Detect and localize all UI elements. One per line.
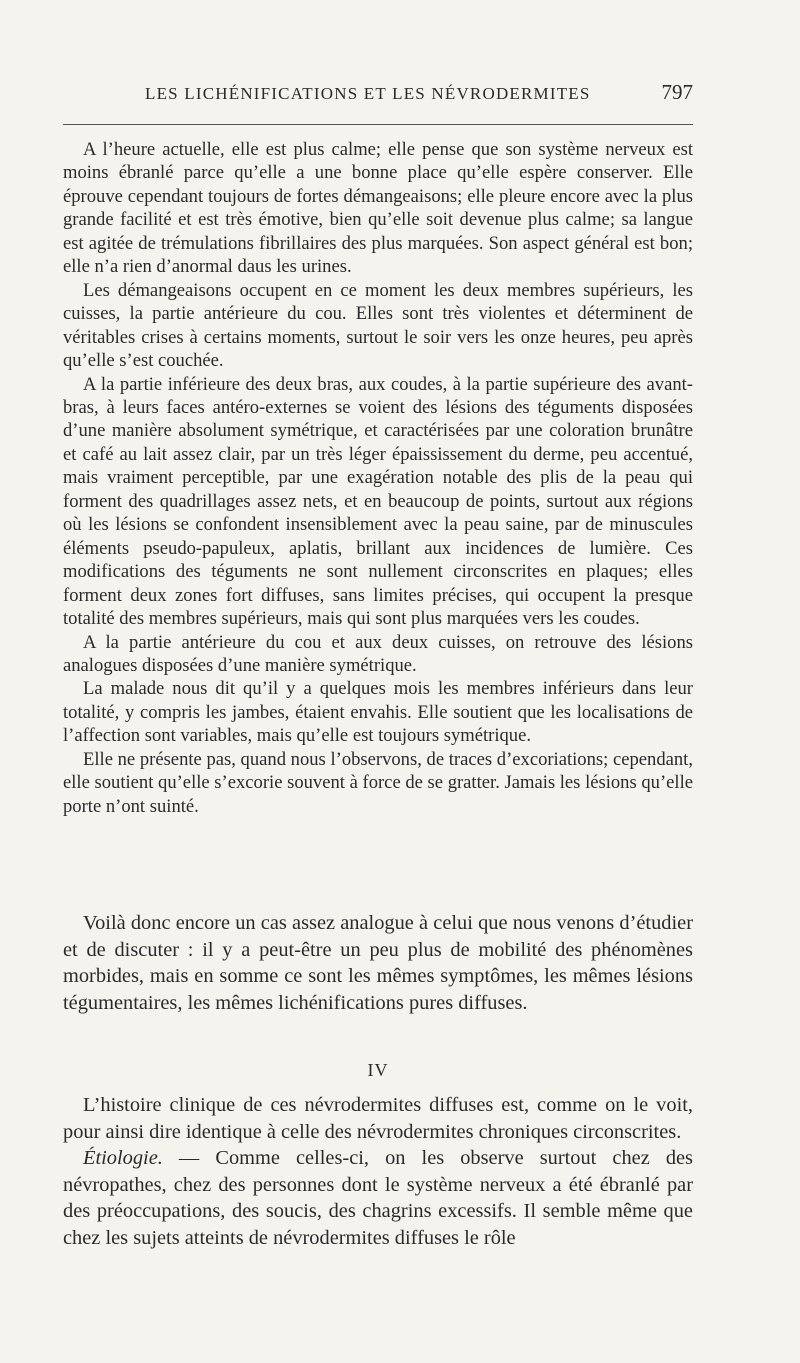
etiology-paragraph: [63, 1145, 693, 1251]
paragraph: Les démangeaisons occupent en ce moment les deux membres supérieurs, les cuisses, la partie antérieure du cou. Elles sont très violentes et déterminent de véritables crises à certains moments, surtout le soir vers les onze heures, peu après qu’elle s’est couchée.: [63, 279, 693, 372]
paragraph: A la partie antérieure du cou et aux deux cuisses, on retrouve des lésions analogues disposées d’une manière symétrique.: [63, 631, 693, 676]
page-header: [63, 78, 693, 108]
page-number: 797: [661, 80, 693, 104]
etiology-text: — Comme celles-ci, on les observe surtout chez des névropathes, chez des personnes dont le système nerveux a été ébranlé par des préoccupations, des soucis, des chagrins excessifs. Il semble même que chez les sujets atteints de névrodermites diffuses le rôle: [63, 1147, 693, 1249]
running-title: LES LICHÉNIFICATIONS ET LES NÉVRODERMITES: [145, 84, 591, 103]
section-numeral: IV: [367, 1060, 389, 1080]
paragraph: La malade nous dit qu’il y a quelques mois les membres inférieurs dans leur totalité, y compris les jambes, étaient envahis. Elle soutient que les localisations de l’affection sont variables, mais qu’elle est toujours symétrique.: [63, 678, 693, 747]
paragraph: Elle ne présente pas, quand nous l’observons, de traces d’excoriations; cependant, elle soutient qu’elle s’excorie souvent à force de se gratter. Jamais les lésions qu’elle porte n’ont suinté.: [63, 748, 693, 817]
section-iv-paragraph: L’histoire clinique de ces névrodermites diffuses est, comme on le voit, pour ainsi dire identique à celle des névrodermites chroniques circonscrites.: [63, 1094, 693, 1143]
etiology-heading: Étiologie.: [83, 1147, 163, 1169]
paragraph: A la partie inférieure des deux bras, aux coudes, à la partie supérieure des avant-bras, à leurs faces antéro-externes se voient des lésions des téguments disposées d’une manière absolument symétrique, et caractérisées par une coloration brunâtre et café au lait assez clair, par un très léger épaississement du derme, peu accentué, mais vraiment perceptible, par une exagération notable des plis de la peau qui forment des quadrillages assez nets, et en beaucoup de points, surtout aux régions où les lésions se confondent insensiblement avec la peau saine, par de minuscules éléments pseudo-papuleux, aplatis, brillant aux incidences de lumière. Ces modifications des téguments ne sont nullement circonscrites en plaques; elles forment deux zones fort diffuses, sans limites précises, qui occupent la presque totalité des membres supérieurs, mais qui sont plus marquées vers les coudes.: [63, 373, 693, 630]
section-iv-text: [63, 1092, 693, 1251]
conclusion-text: [63, 910, 693, 1016]
case-observation-text: [63, 138, 693, 818]
paragraph: A l’heure actuelle, elle est plus calme; elle pense que son système nerveux est moins ébranlé parce qu’elle a une bonne place qu’elle espère conserver. Elle éprouve cependant toujours de fortes démangeaisons; elle pleure encore avec la plus grande facilité et est très émotive, bien qu’elle soit devenue plus calme; sa langue est agitée de trémulations fibrillaires des plus marquées. Son aspect général est bon; elle n’a rien d’anormal daus les urines.: [63, 139, 693, 278]
conclusion-paragraph: Voilà donc encore un cas assez analogue à celui que nous venons d’étudier et de discuter : il y a peut-être un peu plus de mobilité des phénomènes morbides, mais en somme ce sont les mêmes symptômes, les mêmes lésions tégumentaires, les mêmes lichénifications pures diffuses.: [63, 912, 693, 1014]
header-rule: [63, 124, 693, 125]
